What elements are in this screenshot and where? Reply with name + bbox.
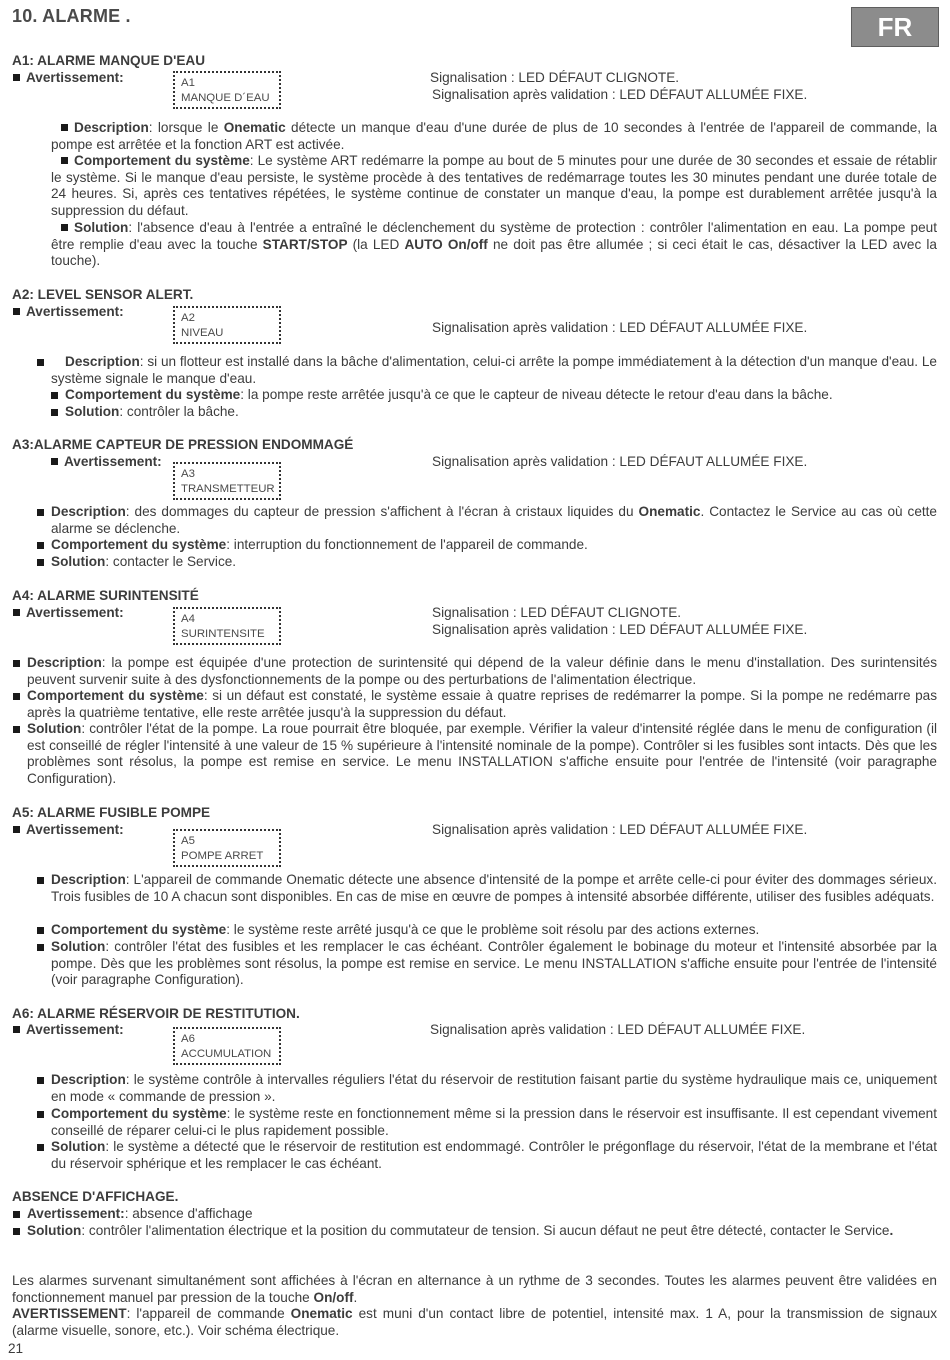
bullet-icon xyxy=(51,409,58,416)
a2-description: Description: si un flotteur est installé dans la bâche d'alimentation, celui-ci arrête la pompe immédiatement à la détection d'un manque d'eau. Le système signale le manque d'eau. xyxy=(51,354,937,387)
a3-solution: Solution: contacter le Service. xyxy=(51,554,937,571)
bullet-icon xyxy=(13,826,20,833)
a2-signal-1: Signalisation après validation : LED DÉFAUT ALLUMÉE FIXE. xyxy=(432,320,808,335)
bullet-icon xyxy=(37,1077,44,1084)
a1-signal-1: Signalisation : LED DÉFAUT CLIGNOTE. xyxy=(430,70,680,85)
bullet-icon xyxy=(61,124,68,131)
a4-lcd-display: A4 SURINTENSITE xyxy=(173,607,281,645)
section-heading-a1: A1: ALARME MANQUE D'EAU xyxy=(12,53,206,68)
a4-warning-label: Avertissement: xyxy=(13,605,124,622)
section-heading-a3: A3:ALARME CAPTEUR DE PRESSION ENDOMMAGÉ xyxy=(12,437,354,452)
a2-solution: Solution: contrôler la bâche. xyxy=(65,404,937,421)
a1-behaviour: Comportement du système: Le système ART redémarre la pompe au bout de 5 minutes pour une durée de 30 secondes et essaie de rétablir le système. Si le manque d'eau persiste, le système procède à des tentatives de redémarrage toutes les 30 minutes pendant une durée totale de 24 heures. Si, après ces tentatives répétées, le système continue de constater un manque d'eau, la pompe est durablement arrêtée jusqu'à la suppression du défaut. xyxy=(51,153,937,218)
a5-description: Description: L'appareil de commande Onematic détecte une absence d'intensité de la pompe et arrête celle-ci pour éviter des dommages sérieux. Trois fusibles de 10 A chacun sont disponibles. En cas de mise en œuvre de pompes à intensité absorbée différente, utiliser des fusibles adéquats. xyxy=(51,872,937,905)
a6-solution: Solution: le système a détecté que le réservoir de restitution est endommagé. Contrôler le prégonflage du réservoir, l'état de la membrane et l'état du réservoir sphérique et les remplacer le cas échéant. xyxy=(51,1139,937,1172)
footer-alternation-note: Les alarmes survenant simultanément sont affichées à l'écran en alternance à un rythme de 3 secondes. Toutes les alarmes peuvent être validées en fonctionnement manuel par pression de la touche On/off. xyxy=(12,1273,937,1305)
page-title: 10. ALARME . xyxy=(12,6,131,26)
bullet-icon xyxy=(37,944,44,951)
section-heading-a6: A6: ALARME RÉSERVOIR DE RESTITUTION. xyxy=(12,1006,300,1021)
a3-signal-1: Signalisation après validation : LED DÉFAUT ALLUMÉE FIXE. xyxy=(432,454,808,469)
a6-signal-1: Signalisation après validation : LED DÉFAUT ALLUMÉE FIXE. xyxy=(430,1022,806,1037)
a5-warning-label: Avertissement: xyxy=(13,822,124,839)
a6-lcd-display: A6 ACCUMULATION xyxy=(173,1027,281,1065)
a3-description: Description: des dommages du capteur de pression s'affichent à l'écran à cristaux liquides du Onematic. Contactez le Service au cas où cette alarme se déclenche. xyxy=(51,504,937,537)
bullet-icon xyxy=(13,1211,20,1218)
a2-lcd-display: A2 NIVEAU xyxy=(173,306,281,344)
a2-behaviour: Comportement du système: la pompe reste arrêtée jusqu'à ce que le capteur de niveau détecte le retour d'eau dans la bâche. xyxy=(65,387,937,404)
bullet-icon xyxy=(13,693,20,700)
language-badge: FR xyxy=(851,7,939,47)
absence-warning: Avertissement:: absence d'affichage xyxy=(27,1206,937,1223)
bullet-icon xyxy=(37,359,44,366)
a4-solution: Solution: contrôler l'état de la pompe. La roue pourrait être bloquée, par exemple. Vérifier la valeur d'intensité réglée dans le menu de configuration (il est conseillé de régler l'intensité à une valeur de 15 % supérieure à l'intensité nominale de la pompe). Contrôler si les fusibles sont intacts. Dès que les problèmes sont résolus, la pompe est remise en service. Le menu INSTALLATION s'affiche ensuite pour l'entrée de l'intensité (voir paragraphe Configuration). xyxy=(27,721,937,787)
section-heading-a5: A5: ALARME FUSIBLE POMPE xyxy=(12,805,211,820)
a5-behaviour: Comportement du système: le système reste arrêté jusqu'à ce que le problème soit résolu par des actions externes. xyxy=(51,922,937,939)
a2-warning-label: Avertissement: xyxy=(13,304,124,321)
bullet-icon xyxy=(37,542,44,549)
bullet-icon xyxy=(13,726,20,733)
bullet-icon xyxy=(51,458,58,465)
bullet-icon xyxy=(37,559,44,566)
bullet-icon xyxy=(37,509,44,516)
a6-description: Description: le système contrôle à intervalles réguliers l'état du réservoir de restitution faisant partie du système hydraulique mais ce, uniquement en mode « commande de pression ». xyxy=(51,1072,937,1105)
a4-signal-2: Signalisation après validation : LED DÉFAUT ALLUMÉE FIXE. xyxy=(432,622,808,637)
absence-solution: Solution: contrôler l'alimentation électrique et la position du commutateur de tension. Si aucun défaut ne peut être détecté, contacter le Service. xyxy=(27,1223,937,1240)
a4-description: Description: la pompe est équipée d'une protection de surintensité qui dépend de la valeur définie dans le menu d'installation. Des surintensités peuvent survenir suite à des dysfonctionnements de la pompe ou des perturbations de l'alimentation électrique. xyxy=(27,655,937,688)
bullet-icon xyxy=(37,877,44,884)
bullet-icon xyxy=(13,609,20,616)
a3-lcd-display: A3 TRANSMETTEUR xyxy=(173,462,281,500)
section-heading-a2: A2: LEVEL SENSOR ALERT. xyxy=(12,287,194,302)
a3-warning-label: Avertissement: xyxy=(51,454,162,471)
a3-behaviour: Comportement du système: interruption du fonctionnement de l'appareil de commande. xyxy=(51,537,937,554)
bullet-icon xyxy=(37,1144,44,1151)
a5-lcd-display: A5 POMPE ARRET xyxy=(173,829,281,867)
bullet-icon xyxy=(13,1228,20,1235)
bullet-icon xyxy=(61,224,68,231)
bullet-icon xyxy=(13,308,20,315)
a5-solution: Solution: contrôler l'état des fusibles et les remplacer le cas échéant. Contrôler également le bobinage du moteur et l'intensité absorbée par la pompe. Dès que les problèmes sont résolus, la pompe est remise en service. Le menu INSTALLATION s'affiche ensuite pour l'entrée de l'intensité (voir paragraphe Configuration). xyxy=(51,939,937,989)
bullet-icon xyxy=(51,392,58,399)
section-heading-a4: A4: ALARME SURINTENSITÉ xyxy=(12,588,199,603)
bullet-icon xyxy=(61,157,68,164)
page-number: 21 xyxy=(8,1341,24,1356)
bullet-icon xyxy=(13,660,20,667)
footer-warning-note: AVERTISSEMENT: l'appareil de commande Onematic est muni d'un contact libre de potentiel, intensité max. 1 A, pour la transmission de signaux (alarme visuelle, sonore, etc.). Voir schéma électrique. xyxy=(12,1306,938,1338)
bullet-icon xyxy=(13,74,20,81)
a1-warning-label: Avertissement: xyxy=(13,70,124,87)
a1-solution: Solution: l'absence d'eau à l'entrée a entraîné le déclenchement du système de protection : contrôler l'alimentation en eau. La pompe peut être remplie d'eau avec la touche START/STOP (la LED AUTO On/off ne doit pas être allumée ; si ceci était le cas, désactiver la LED avec la touche). xyxy=(51,220,937,269)
bullet-icon xyxy=(13,1026,20,1033)
a6-behaviour: Comportement du système: le système reste en fonctionnement même si la pression dans le réservoir est insuffisante. Il est cependant vivement conseillé de réparer celui-ci le plus rapidement possible. xyxy=(51,1106,937,1139)
a1-lcd-display: A1 MANQUE D´EAU xyxy=(173,71,281,109)
a6-warning-label: Avertissement: xyxy=(13,1022,124,1039)
section-heading-absence: ABSENCE D'AFFICHAGE. xyxy=(12,1189,179,1204)
a4-behaviour: Comportement du système: si un défaut est constaté, le système essaie à quatre reprises de redémarrer la pompe. Si la pompe ne redémarre pas après la quatrième tentative, elle reste arrêtée jusqu'à la suppression du défaut. xyxy=(27,688,937,721)
a4-signal-1: Signalisation : LED DÉFAUT CLIGNOTE. xyxy=(432,605,682,620)
bullet-icon xyxy=(37,1111,44,1118)
bullet-icon xyxy=(37,927,44,934)
a5-signal-1: Signalisation après validation : LED DÉFAUT ALLUMÉE FIXE. xyxy=(432,822,808,837)
a1-description: Description: lorsque le Onematic détecte un manque d'eau d'une durée de plus de 10 secondes à l'entrée de l'appareil de commande, la pompe est arrêtée et la fonction ART est activée. xyxy=(51,120,938,152)
a1-signal-2: Signalisation après validation : LED DÉFAUT ALLUMÉE FIXE. xyxy=(432,87,808,102)
